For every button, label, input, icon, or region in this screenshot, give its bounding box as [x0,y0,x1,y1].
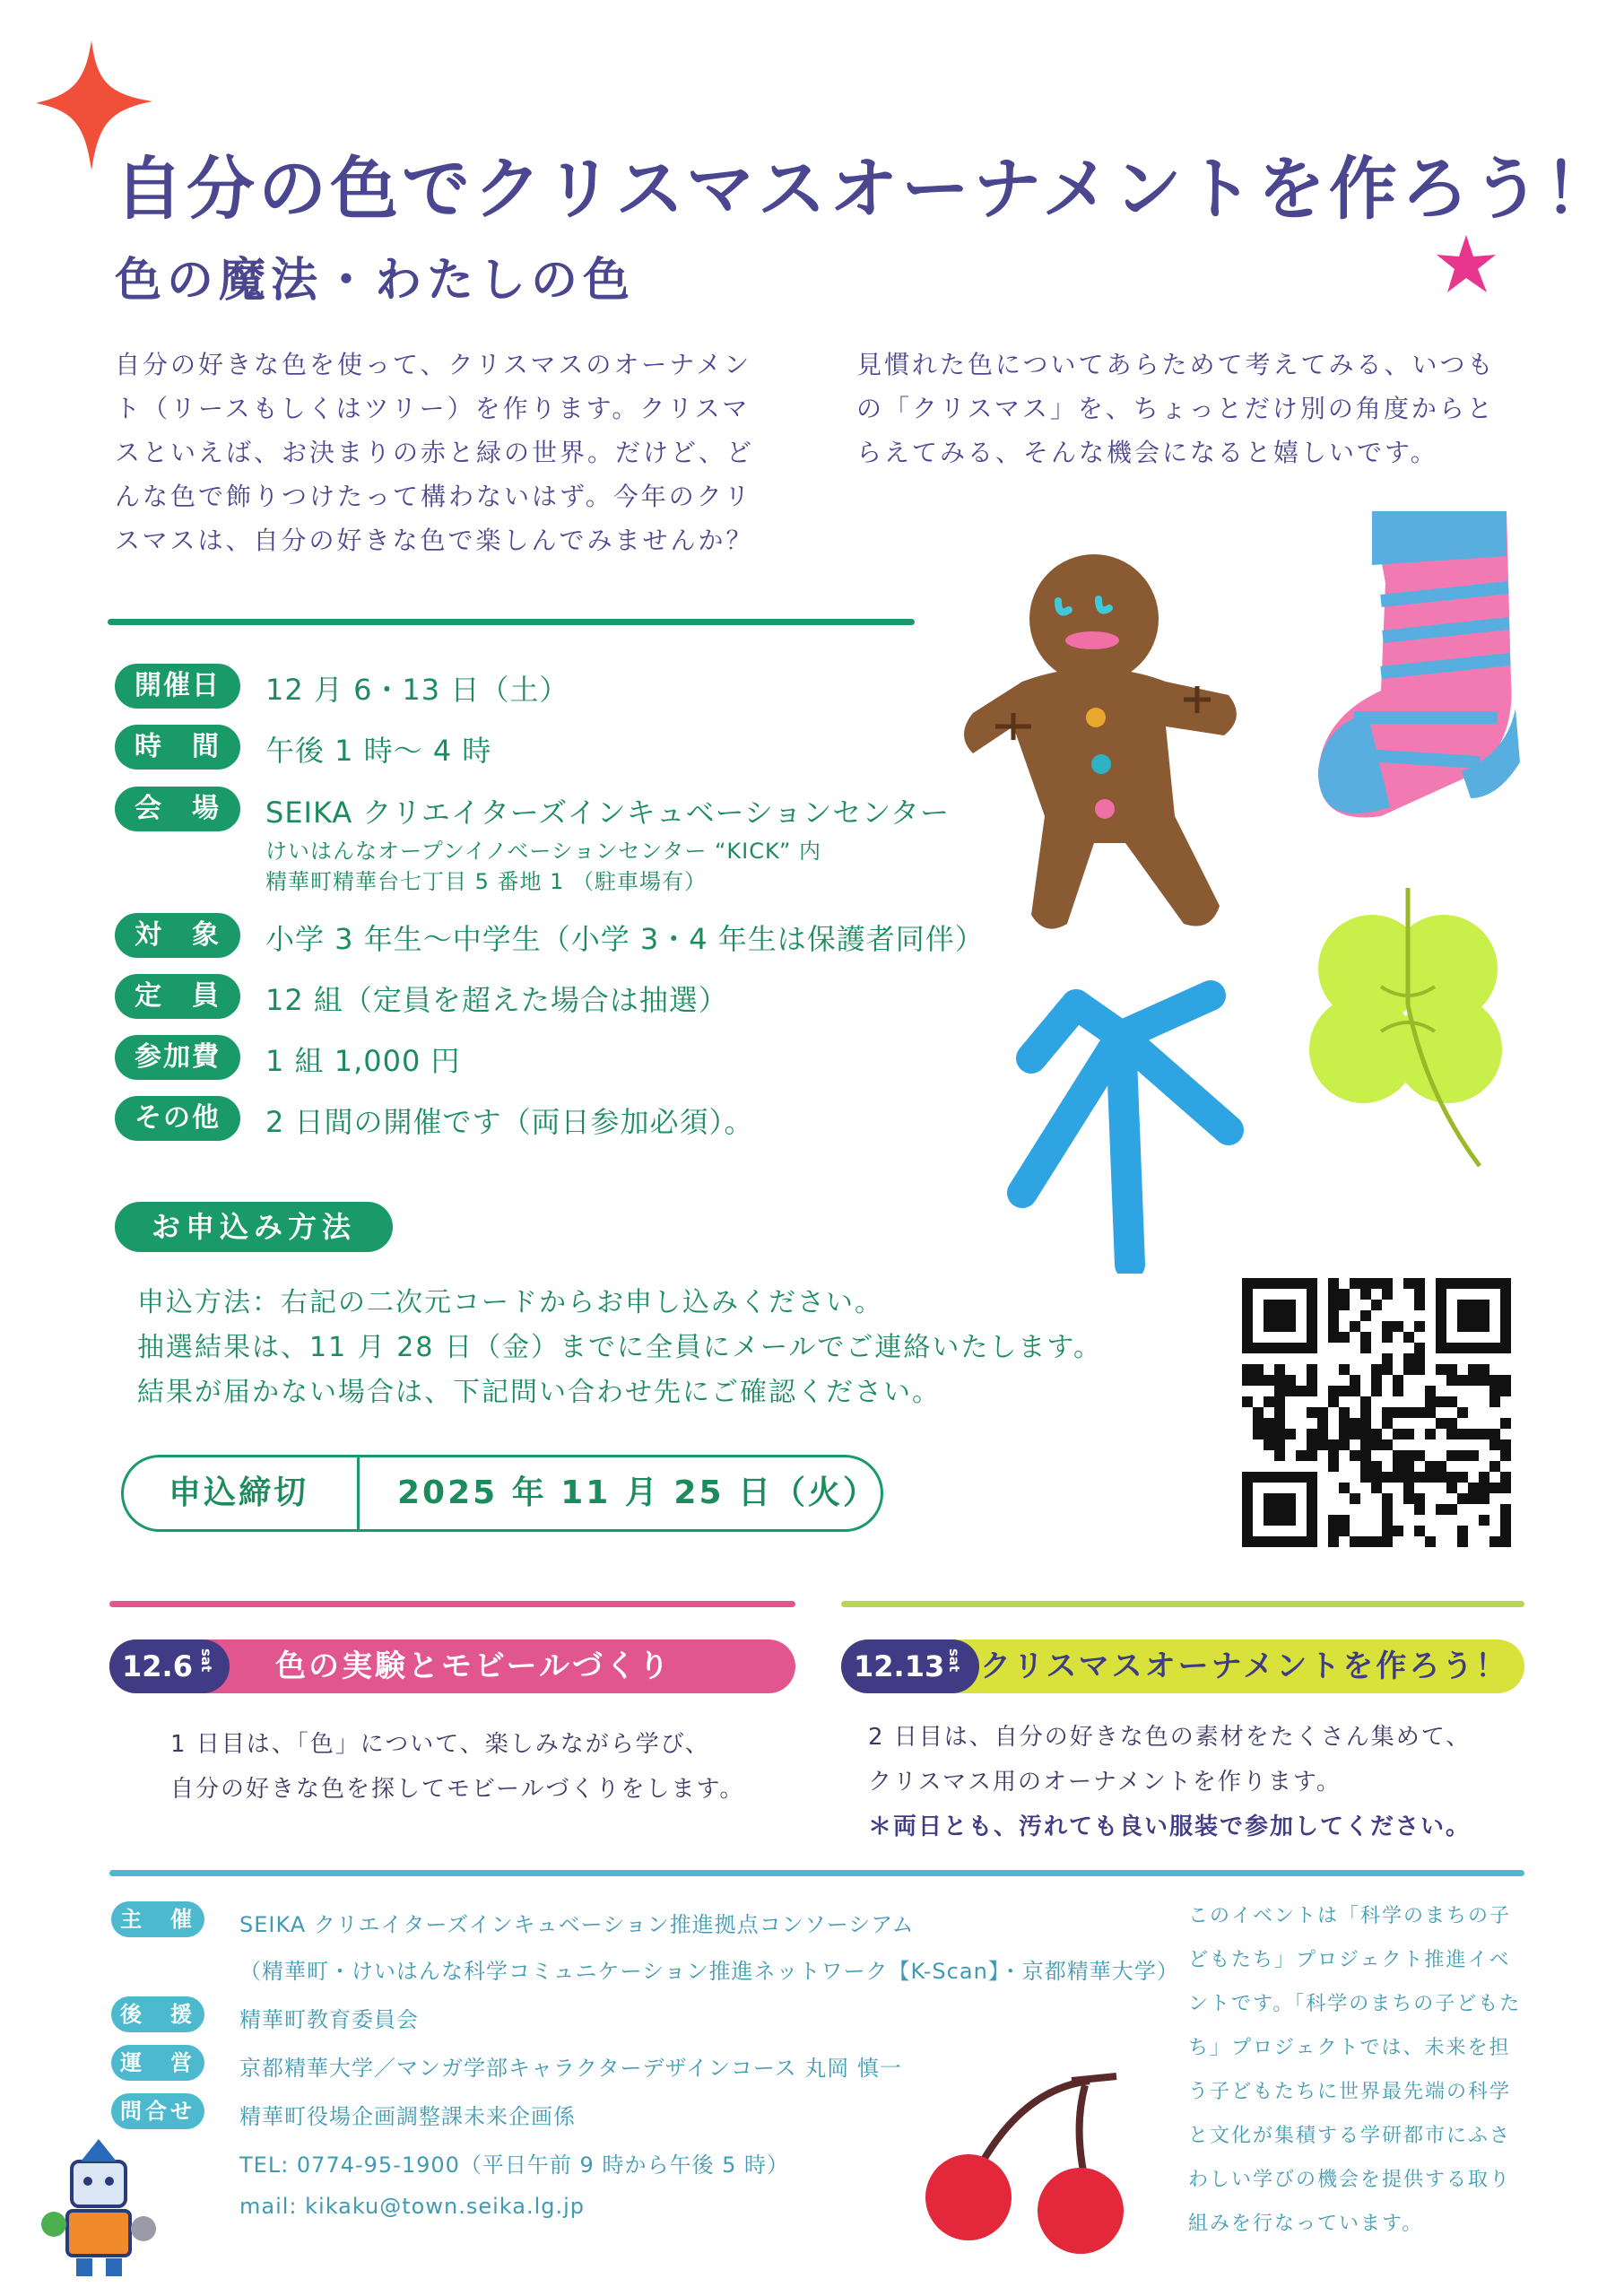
contact-mail[interactable]: mail: kikaku@town.seika.lg.jp [239,2194,586,2219]
qr-module [1339,1407,1350,1418]
qr-module [1371,1300,1382,1310]
qr-module [1350,1375,1360,1386]
apply-line: 申込方法：右記の二次元コードからお申し込みください。 [137,1287,883,1318]
qr-module [1414,1472,1425,1483]
qr-module [1500,1483,1511,1493]
footer-rule [109,1870,1524,1876]
qr-module [1382,1332,1393,1343]
intro-line: ト（リースもしくはツリー）を作ります。クリスマ [115,394,751,423]
qr-module [1339,1515,1350,1526]
qr-module [1457,1375,1468,1386]
qr-module [1350,1536,1360,1547]
detail-label: 定 員 [115,974,240,1019]
venue-address: 精華町精華台七丁目 5 番地 1 （駐車場有） [265,869,708,894]
qr-module [1339,1418,1350,1429]
footer-label: 問合せ [111,2093,204,2129]
qr-module [1350,1278,1360,1289]
side-note-line: 組みを行なっています。 [1188,2213,1424,2235]
day2-line: クリスマス用のオーナメントを作ります。 [868,1769,1342,1796]
qr-module [1339,1364,1350,1375]
qr-module [1425,1461,1436,1472]
qr-module [1489,1429,1500,1439]
intro-line: んな色で飾りつけたって構わないはず。今年のクリ [115,482,752,511]
qr-module [1446,1396,1457,1407]
qr-module [1489,1375,1500,1386]
qr-module [1479,1364,1489,1375]
qr-module [1403,1407,1414,1418]
day1-line: 自分の好きな色を探してモビールづくりをします。 [170,1776,745,1803]
qr-module [1425,1429,1436,1439]
intro-line: 見慣れた色についてあらためて考えてみる、いつも [856,350,1496,379]
qr-module [1339,1439,1350,1450]
qr-module [1307,1386,1317,1396]
gingerbread-illustration [960,547,1246,942]
qr-module [1414,1504,1425,1515]
detail-label: 会 場 [115,787,240,831]
qr-module [1414,1526,1425,1536]
qr-module [1500,1515,1511,1526]
day2-note: ＊両日とも、汚れても良い服装で参加してください。 [868,1813,1472,1840]
qr-module [1274,1386,1285,1396]
qr-module [1425,1396,1436,1407]
qr-module [1414,1278,1425,1289]
qr-module [1382,1515,1393,1526]
qr-module [1307,1429,1317,1439]
qr-module [1274,1407,1285,1418]
qr-module [1500,1472,1511,1483]
day1-date-badge [109,1639,230,1693]
qr-module [1360,1439,1371,1450]
intro-line: らえてみる、そんな機会になると嬉しいです。 [856,438,1438,467]
qr-module [1360,1310,1371,1321]
qr-module [1264,1375,1274,1386]
qr-module [1414,1493,1425,1504]
qr-module [1468,1483,1479,1493]
qr-module [1339,1526,1350,1536]
day2-banner [841,1639,1524,1693]
qr-module [1468,1493,1479,1504]
qr-module [1371,1483,1382,1493]
qr-module [1360,1461,1371,1472]
qr-module [1360,1343,1371,1353]
qr-module [1339,1300,1350,1310]
qr-module [1414,1321,1425,1332]
day1-banner [109,1639,795,1693]
qr-module [1371,1386,1382,1396]
qr-module [1436,1461,1446,1472]
day2-date: 12.13 [854,1649,945,1683]
qr-module [1339,1332,1350,1343]
qr-module [1382,1289,1393,1300]
qr-module [1393,1526,1403,1536]
qr-module [1382,1353,1393,1364]
qr-module [1339,1483,1350,1493]
qr-module [1436,1472,1446,1483]
qr-module [1360,1450,1371,1461]
footer-side-note [1188,1894,1533,2246]
side-note-line: と文化が集積する学研都市にふさ [1188,2125,1512,2147]
qr-module [1253,1375,1264,1386]
section-divider [108,619,915,625]
qr-module [1360,1407,1371,1418]
qr-module [1403,1461,1414,1472]
day2-dow: sat [946,1648,962,1673]
qr-module [1360,1418,1371,1429]
footer-label: 運 営 [111,2045,204,2081]
footer-label: 主 催 [111,1901,204,1937]
qr-module [1425,1386,1436,1396]
qr-module [1371,1364,1382,1375]
qr-module [1436,1504,1446,1515]
qr-module [1403,1472,1414,1483]
qr-module [1489,1483,1500,1493]
qr-module [1328,1396,1339,1407]
deadline-divider [357,1457,360,1529]
day1-dow: sat [198,1648,214,1673]
apply-method-label: お申込み方法 [115,1202,393,1252]
qr-module [1489,1536,1500,1547]
day2-title: クリスマスオーナメントを作ろう！ [980,1648,1509,1684]
qr-module [1360,1289,1371,1300]
qr-module [1382,1536,1393,1547]
qr-module [1360,1536,1371,1547]
qr-module [1382,1407,1393,1418]
qr-module [1414,1343,1425,1353]
qr-module [1500,1504,1511,1515]
qr-module [1393,1450,1403,1461]
qr-module [1328,1386,1339,1396]
qr-module [1307,1450,1317,1461]
qr-module [1382,1439,1393,1450]
qr-module [1414,1289,1425,1300]
qr-module [1403,1493,1414,1504]
qr-module [1393,1375,1403,1386]
qr-module [1307,1407,1317,1418]
qr-module [1489,1461,1500,1472]
qr-module [1457,1536,1468,1547]
qr-module [1285,1386,1296,1396]
qr-module [1360,1278,1371,1289]
qr-module [1403,1483,1414,1493]
qr-module [1446,1483,1457,1493]
detail-label: 時 間 [115,725,240,770]
qr-module [1242,1396,1253,1407]
qr-module [1382,1493,1393,1504]
qr-module [1436,1396,1446,1407]
qr-module [1489,1386,1500,1396]
day2-line: 2 日目は、自分の好きな色の素材をたくさん集めて、 [868,1724,1472,1751]
qr-module [1457,1450,1468,1461]
qr-module [1500,1536,1511,1547]
bow-illustration [995,969,1264,1274]
qr-module [1360,1472,1371,1483]
qr-module [1489,1439,1500,1450]
qr-module [1414,1300,1425,1310]
qr-module [1328,1300,1339,1310]
intro-left [115,343,801,562]
qr-module [1382,1278,1393,1289]
qr-module [1382,1321,1393,1332]
detail-value: 午後 1 時〜 4 時 [265,734,492,768]
footer-value: 精華町教育委員会 [239,2007,419,2032]
qr-module [1371,1536,1382,1547]
qr-module [1253,1364,1264,1375]
qr-module [1479,1515,1489,1526]
footer-value-sub: （精華町・けいはんな科学コミュニケーション推進ネットワーク【K-Scan】・京都精華大学） [239,1959,1179,1984]
qr-module [1264,1396,1274,1407]
qr-module [1253,1429,1264,1439]
qr-module [1479,1375,1489,1386]
qr-module [1360,1396,1371,1407]
qr-module [1446,1375,1457,1386]
deadline-date: 2025 年 11 月 25 日（火） [397,1474,879,1511]
qr-module [1382,1472,1393,1483]
venue-sub: けいはんなオープンイノベーションセンター “KICK” 内 [265,839,822,864]
intro-line: の「クリスマス」を、ちょっとだけ別の角度からと [856,394,1495,423]
day1-title: 色の実験とモビールづくり [275,1648,672,1684]
page-subtitle: 色の魔法・わたしの色 [115,254,636,308]
intro-line: スといえば、お決まりの赤と緑の世界。だけど、ど [115,438,755,467]
qr-module [1328,1536,1339,1547]
qr-module [1403,1353,1414,1364]
star-icon [1435,233,1498,296]
qr-module [1328,1515,1339,1526]
detail-value: 2 日間の開催です（両日参加必須）。 [265,1105,754,1139]
qr-module [1382,1504,1393,1515]
qr-module [1242,1375,1253,1386]
qr-module [1403,1278,1414,1289]
qr-module [1328,1321,1339,1332]
qr-module [1393,1461,1403,1472]
detail-label: 参加費 [115,1035,240,1080]
qr-module [1393,1386,1403,1396]
qr-module [1253,1407,1264,1418]
qr-module [1457,1429,1468,1439]
detail-value: 1 組 1,000 円 [265,1044,461,1078]
qr-module [1264,1439,1274,1450]
qr-module [1274,1439,1285,1450]
qr-module [1307,1439,1317,1450]
qr-module [1457,1493,1468,1504]
clover-illustration [1291,870,1533,1211]
qr-module [1328,1461,1339,1472]
qr-module [1360,1429,1371,1439]
qr-code[interactable] [1242,1278,1511,1547]
qr-module [1371,1429,1382,1439]
qr-module [1425,1407,1436,1418]
qr-module [1339,1429,1350,1439]
intro-line: 自分の好きな色を使って、クリスマスのオーナメン [115,350,752,379]
qr-module [1393,1472,1403,1483]
qr-module [1350,1493,1360,1504]
qr-module [1446,1472,1457,1483]
qr-module [1264,1418,1274,1429]
qr-module [1328,1310,1339,1321]
qr-module [1414,1407,1425,1418]
qr-module [1285,1429,1296,1439]
qr-module [1500,1418,1511,1429]
day2-date-badge [841,1639,979,1693]
qr-module [1296,1450,1307,1461]
qr-module [1403,1364,1414,1375]
apply-line: 抽選結果は、11 月 28 日（金）までに全員にメールでご連絡いたします。 [137,1332,1102,1363]
qr-module [1274,1450,1285,1461]
day2-text [868,1715,1471,1849]
qr-module [1382,1418,1393,1429]
detail-label: 開催日 [115,664,240,709]
qr-module [1339,1289,1350,1300]
robot-mascot-illustration [36,2135,161,2278]
cherry-illustration [919,2063,1134,2260]
qr-module [1500,1450,1511,1461]
qr-module [1425,1536,1436,1547]
qr-module [1328,1439,1339,1450]
footer-value: SEIKA クリエイターズインキュベーション推進拠点コンソーシアム [239,1912,915,1937]
qr-module [1350,1418,1360,1429]
qr-module [1328,1332,1339,1343]
qr-module [1360,1332,1371,1343]
qr-module [1371,1472,1382,1483]
qr-module [1457,1472,1468,1483]
detail-label: 対 象 [115,913,240,958]
day1-text [170,1722,744,1812]
day1-rule [109,1601,795,1607]
qr-module [1371,1439,1382,1450]
qr-module [1274,1375,1285,1386]
qr-module [1328,1289,1339,1300]
qr-module [1307,1375,1317,1386]
qr-module [1436,1364,1446,1375]
qr-module [1317,1429,1328,1439]
qr-module [1371,1278,1382,1289]
qr-module [1371,1461,1382,1472]
qr-module [1350,1386,1360,1396]
qr-module [1242,1364,1253,1375]
side-note-line: ントです。「科学のまちの子どもた [1188,1993,1522,2015]
footer-label: 後 援 [111,1996,204,2032]
qr-module [1339,1386,1350,1396]
qr-module [1274,1418,1285,1429]
day2-rule [841,1601,1524,1607]
deadline-label: 申込締切 [169,1474,309,1511]
qr-module [1457,1526,1468,1536]
side-note-line: ち」プロジェクトでは、未来を担 [1188,2037,1511,2059]
side-note-line: このイベントは「科学のまちの子 [1188,1905,1512,1927]
qr-module [1317,1439,1328,1450]
qr-module [1393,1321,1403,1332]
side-note-line: どもたち」プロジェクト推進イベ [1188,1949,1511,1971]
qr-module [1382,1526,1393,1536]
qr-module [1479,1483,1489,1493]
deadline-box [121,1455,883,1532]
qr-module [1446,1418,1457,1429]
qr-module [1468,1375,1479,1386]
qr-module [1479,1493,1489,1504]
qr-module [1350,1321,1360,1332]
qr-module [1403,1429,1414,1439]
day1-date: 12.6 [122,1649,193,1683]
qr-module [1500,1386,1511,1396]
qr-module [1393,1407,1403,1418]
qr-module [1403,1450,1414,1461]
footer-value: 精華町役場企画調整課未来企画係 [239,2104,576,2129]
qr-module [1479,1429,1489,1439]
qr-module [1382,1364,1393,1375]
qr-module [1468,1429,1479,1439]
detail-label: その他 [115,1096,240,1141]
intro-line: スマスは、自分の好きな色で楽しんでみませんか？ [115,526,754,555]
qr-module [1393,1429,1403,1439]
detail-value: 小学 3 年生〜中学生（小学 3・4 年生は保護者同伴） [265,922,985,956]
qr-module [1350,1429,1360,1439]
qr-module [1371,1375,1382,1386]
qr-module [1425,1472,1436,1483]
side-note-line: う子どもたちに世界最先端の科学 [1188,2081,1512,2103]
sock-illustration [1300,502,1542,834]
qr-module [1274,1396,1285,1407]
qr-module [1328,1278,1339,1289]
qr-module [1403,1332,1414,1343]
apply-text [137,1281,1102,1415]
qr-module [1274,1364,1285,1375]
qr-module [1317,1407,1328,1418]
intro-right [856,343,1538,474]
day1-line: 1 日目は、「色」について、楽しみながら学び、 [170,1731,710,1758]
qr-module [1350,1450,1360,1461]
qr-module [1500,1375,1511,1386]
qr-module [1468,1450,1479,1461]
qr-module [1414,1450,1425,1461]
side-note-line: わしい学びの機会を提供する取り [1188,2169,1512,2191]
qr-module [1307,1364,1317,1375]
qr-module [1446,1364,1457,1375]
qr-module [1489,1396,1500,1407]
detail-value: 12 組（定員を超えた場合は抽選） [265,983,728,1017]
page-title: 自分の色でクリスマスオーナメントを作ろう！ [115,149,1616,229]
qr-module [1253,1418,1264,1429]
apply-line: 結果が届かない場合は、下記問い合わせ先にご確認ください。 [137,1377,941,1408]
qr-module [1468,1364,1479,1375]
detail-value: 12 月 6・13 日（土） [265,673,569,707]
qr-module [1479,1472,1489,1483]
qr-module [1457,1407,1468,1418]
qr-module [1446,1450,1457,1461]
contact-tel[interactable]: TEL: 0774-95-1900（平日午前 9 時から午後 5 時） [239,2152,789,2178]
qr-module [1285,1375,1296,1386]
qr-module [1274,1429,1285,1439]
qr-module [1317,1418,1328,1429]
qr-module [1436,1418,1446,1429]
footer-value: 京都精華大学／マンガ学部キャラクターデザインコース 丸岡 慎一 [239,2056,902,2081]
detail-value: SEIKA クリエイターズインキュベーションセンター [265,796,951,830]
qr-module [1328,1526,1339,1536]
qr-module [1264,1429,1274,1439]
qr-module [1446,1504,1457,1515]
qr-module [1414,1364,1425,1375]
qr-module [1500,1439,1511,1450]
qr-module [1414,1353,1425,1364]
qr-module [1296,1386,1307,1396]
qr-module [1328,1450,1339,1461]
qr-module [1500,1526,1511,1536]
qr-module [1446,1429,1457,1439]
